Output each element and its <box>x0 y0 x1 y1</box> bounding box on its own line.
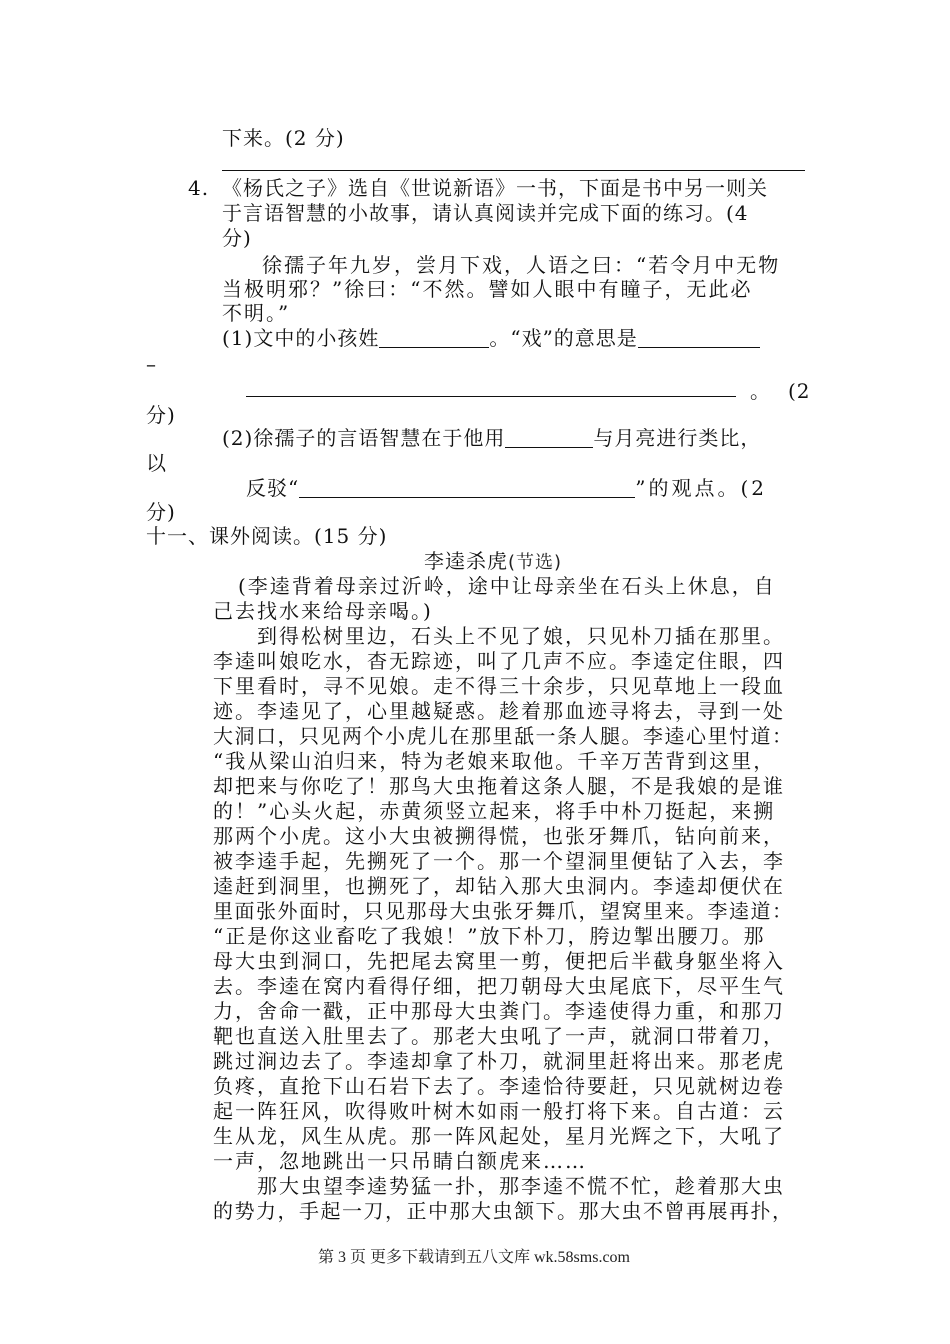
q4-story-line: 不明。” <box>222 301 291 325</box>
q4-sub2-line <box>222 424 761 452</box>
passage-line: “正是你这业畜吃了我娘！”放下朴刀，胯边掣出腰刀。那 <box>213 924 766 948</box>
passage-line: 却把来与你吃了！那鸟大虫拖着这条人腿，不是我娘的是谁 <box>213 774 785 798</box>
passage-line: 逵赶到洞里，也搠死了，却钻入那大虫洞内。李逵却便伏在 <box>213 874 785 898</box>
rebut-blank[interactable] <box>299 477 635 498</box>
q4-sub2-prompt-2: 与月亮进行类比， <box>593 426 762 450</box>
passage-line: “我从梁山泊归来，特为老娘来取他。千辛万苦背到这里， <box>213 749 776 773</box>
meaning-answer-line[interactable] <box>246 396 736 397</box>
q4-sub1-dash: – <box>146 352 157 376</box>
q4-sub2-prompt: (2)徐孺子的言语智慧在于他用 <box>222 426 506 450</box>
passage-line: 母大虫到洞口，先把尾去窝里一剪，便把后半截身躯坐将入 <box>213 949 785 973</box>
q4-sub2-wrap: 以 <box>146 451 167 475</box>
q4-intro-line: 于言语智慧的小故事，请认真阅读并完成下面的练习。(4 <box>222 201 749 225</box>
q4-sub1-score: (2 <box>788 379 811 403</box>
passage-line: 负疼，直抢下山石岩下去了。李逵恰待要赶，只见就树边卷 <box>213 1074 785 1098</box>
passage-line: 的势力，手起一刀，正中那大虫颔下。那大虫不曾再展再扑， <box>213 1199 794 1223</box>
q4-sub2-rebut-suffix: ”的观点。(2 <box>635 476 767 500</box>
passage-title-note: (节选) <box>508 552 563 573</box>
q4-sub1-prompt-2: 。“戏”的意思是 <box>489 326 638 350</box>
meaning-blank[interactable] <box>638 327 760 348</box>
passage-line: 己去找水来给母亲喝。) <box>213 599 433 623</box>
q4-sub1-prompt: (1)文中的小孩姓 <box>222 326 380 350</box>
q4-intro-line: 分) <box>222 226 252 250</box>
q4-sub2-rebut-prefix: 反驳“ <box>246 476 300 500</box>
passage-line: 靶也直送入肚里去了。那老大虫吼了一声，就洞口带着刀， <box>213 1024 785 1048</box>
passage-line: 去。李逵在窝内看得仔细，把刀朝母大虫尾底下，尽平生气 <box>213 974 785 998</box>
surname-blank[interactable] <box>379 327 489 348</box>
passage-line: 一声，忽地跳出一只吊睛白额虎来…… <box>213 1149 587 1173</box>
q4-sub1-period: 。 <box>750 379 771 403</box>
passage-line: 里面张外面时，只见那母大虫张牙舞爪，望窝里来。李逵道： <box>213 899 794 923</box>
q4-sub2-rebut-line <box>246 474 767 502</box>
q4-sub1-line <box>222 324 760 352</box>
passage-line: 下里看时，寻不见娘。走不得三十余步，只见草地上一段血 <box>213 674 785 698</box>
q4-sub2-score-tail: 分) <box>146 500 176 524</box>
passage-line: 到得松树里边，石头上不见了娘，只见朴刀插在那里。 <box>257 624 785 648</box>
passage-title: 李逵杀虎 <box>424 549 508 573</box>
passage-line: 那大虫望李逵势猛一扑，那李逵不慌不忙，趁着那大虫 <box>257 1174 785 1198</box>
passage-line: 被李逵手起，先搠死了一个。那一个望洞里便钻了入去，李 <box>213 849 785 873</box>
q4-number: 4. <box>188 176 210 200</box>
passage-line: 起一阵狂风，吹得败叶树木如雨一般打将下来。自古道：云 <box>213 1099 785 1123</box>
q3-answer-line <box>222 170 805 171</box>
q4-story-line: 当极明邪？”徐曰：“不然。譬如人眼中有瞳子，无此必 <box>222 277 753 301</box>
analogy-blank[interactable] <box>505 427 593 448</box>
q4-story-line: 徐孺子年九岁，尝月下戏，人语之曰：“若令月中无物 <box>262 253 781 277</box>
passage-line: 生从龙，风生从虎。那一阵风起处，星月光辉之下，大吼了 <box>213 1124 785 1148</box>
passage-line: 那两个小虎。这小大虫被搠得慌，也张牙舞爪，钻向前来， <box>213 824 785 848</box>
passage-line: 迹。李逵见了，心里越疑惑。趁着那血迹寻将去，寻到一处 <box>213 699 785 723</box>
section11-heading: 十一、课外阅读。(15 分) <box>146 524 388 548</box>
passage-line: 李逵叫娘吃水，杳无踪迹，叫了几声不应。李逵定住眼，四 <box>213 649 785 673</box>
passage-line: (李逵背着母亲过沂岭，途中让母亲坐在石头上休息，自 <box>238 574 776 598</box>
passage-line: 力，舍命一戳，正中那母大虫粪门。李逵使得力重，和那刀 <box>213 999 785 1023</box>
q4-sub1-score-tail: 分) <box>146 403 176 427</box>
passage-line: 的！”心头火起，赤黄须竖立起来，将手中朴刀挺起，来搠 <box>213 799 776 823</box>
passage-line: 大洞口，只见两个小虎儿在那里舐一条人腿。李逵心里忖道： <box>213 724 794 748</box>
q4-intro-line: 《杨氏之子》选自《世说新语》一书，下面是书中另一则关 <box>222 176 768 200</box>
passage-line: 跳过涧边去了。李逵却拿了朴刀，就洞里赶将出来。那老虎 <box>213 1049 785 1073</box>
q3-tail-text: 下来。(2 分) <box>222 126 345 150</box>
page-footer: 第 3 页 更多下载请到五八文库 wk.58sms.com <box>318 1249 631 1266</box>
